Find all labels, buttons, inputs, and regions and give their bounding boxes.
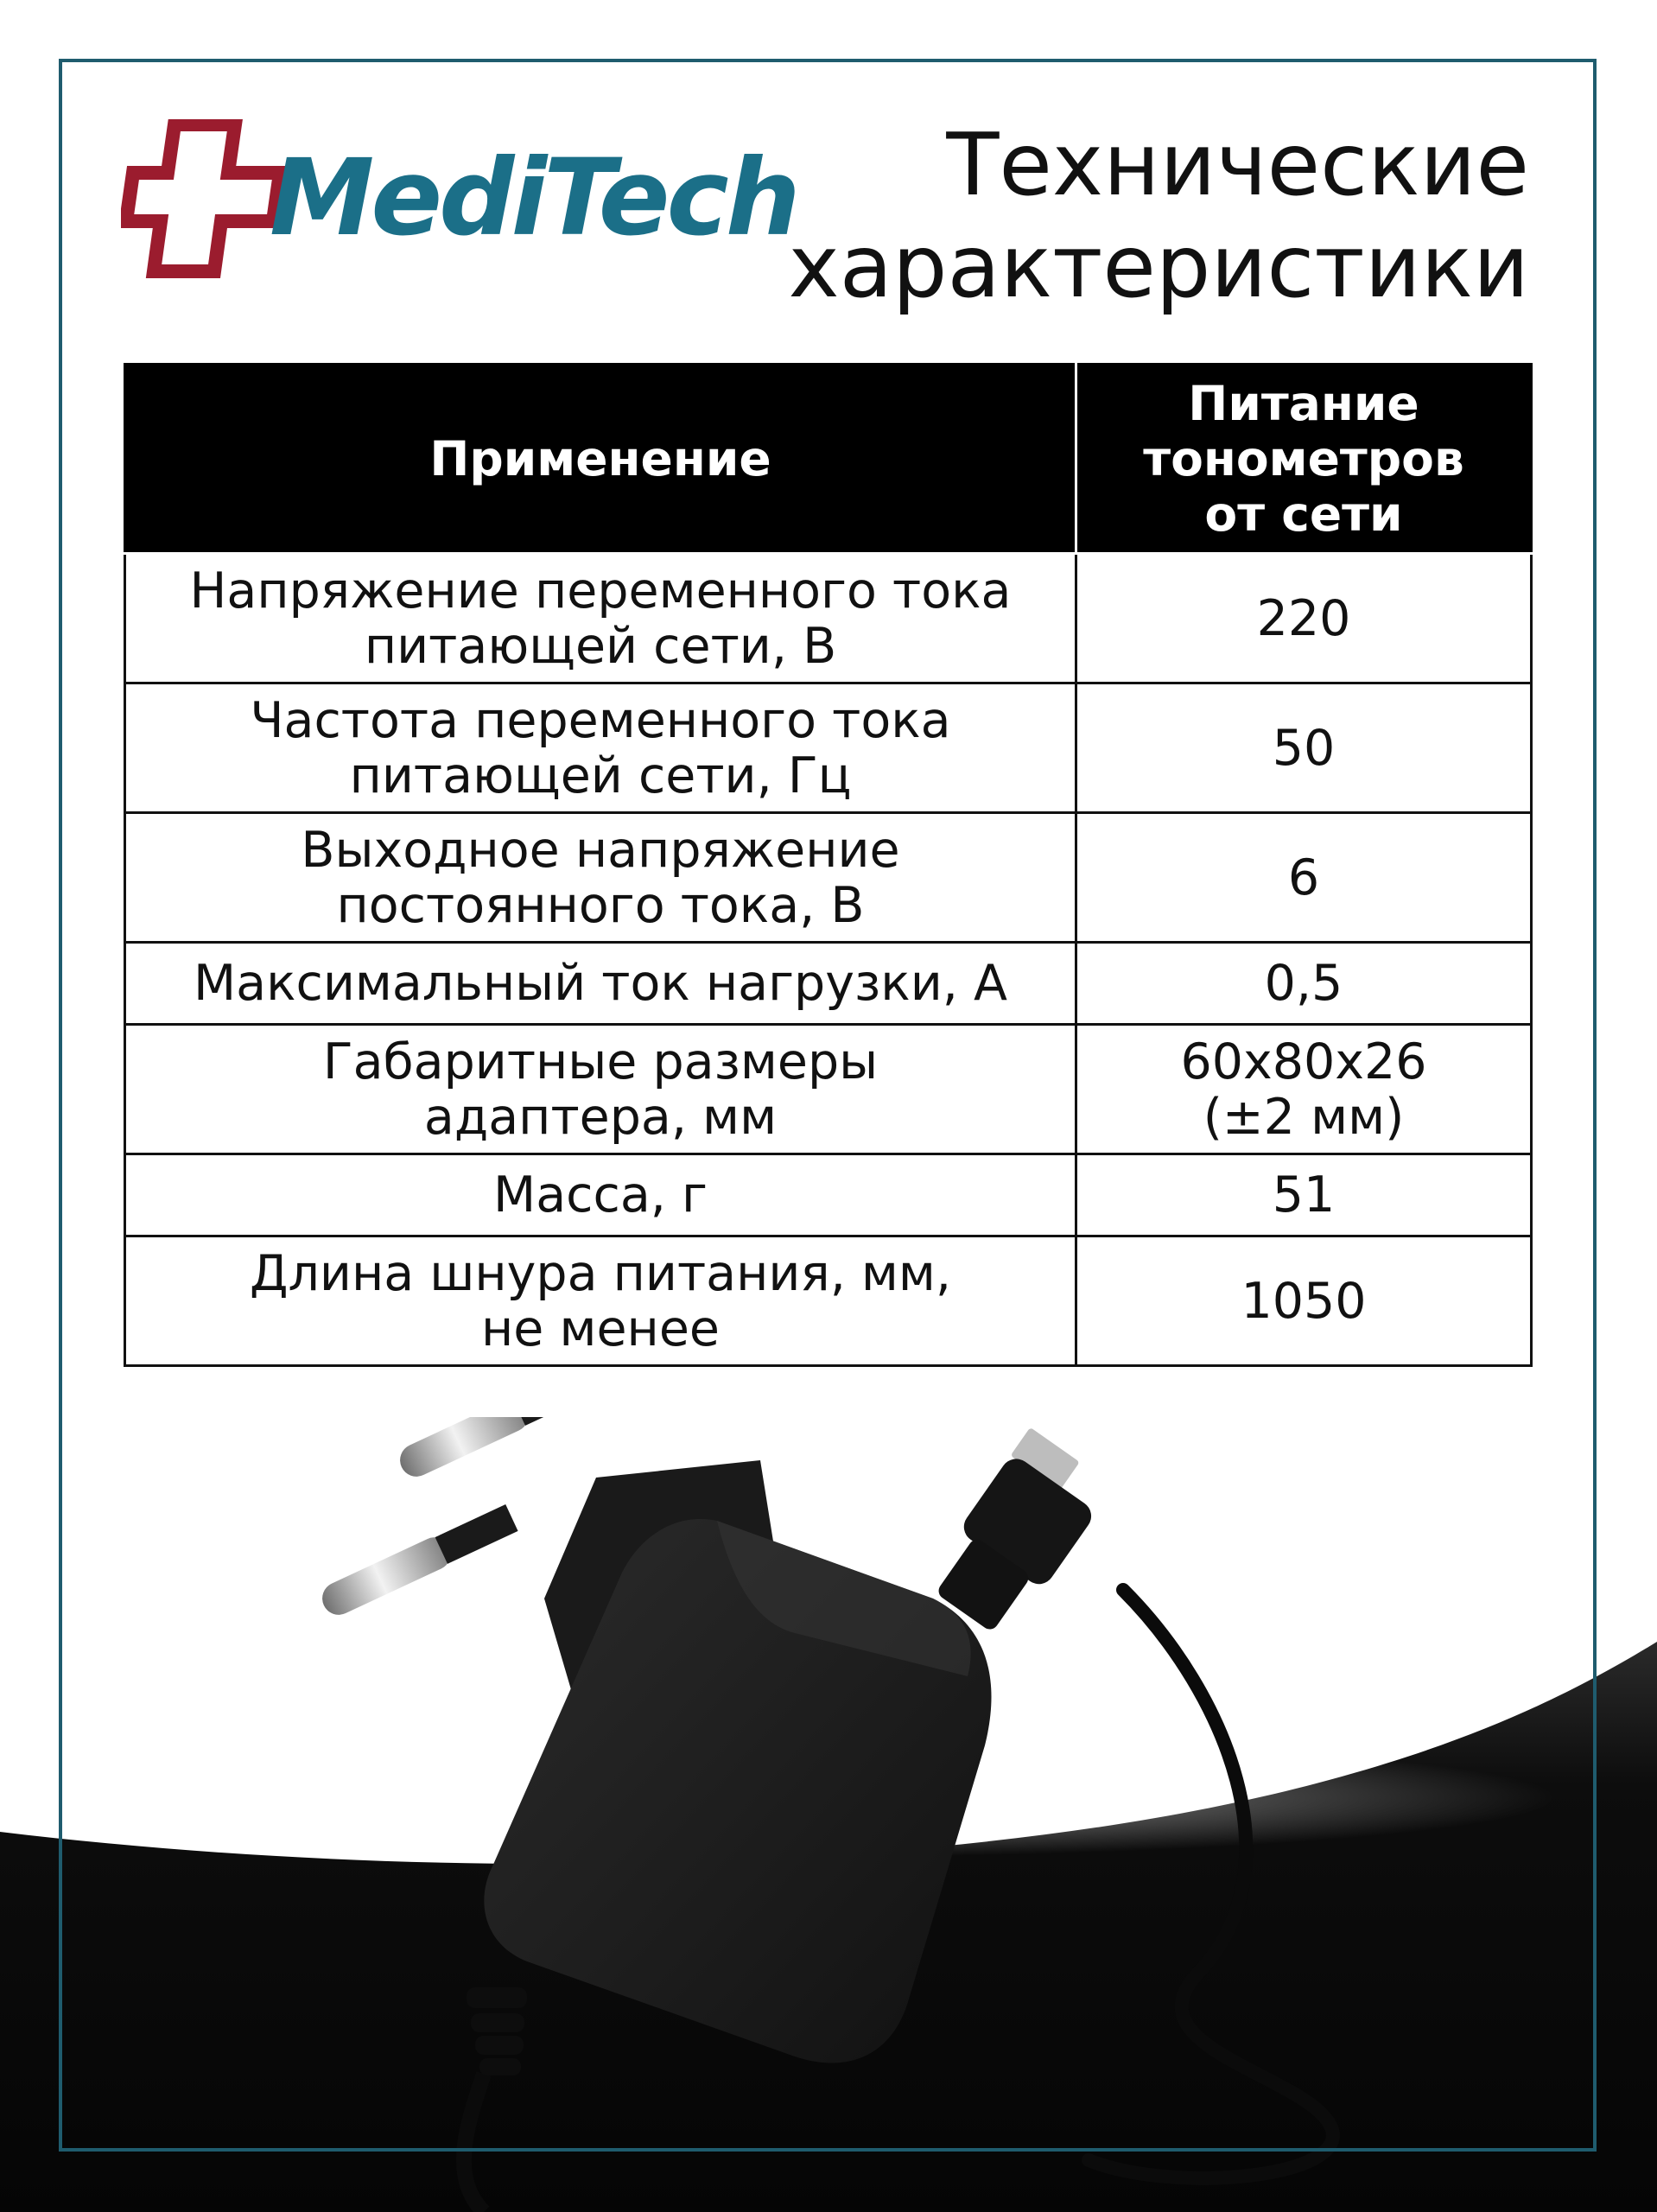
row-label: Выходное напряжение постоянного тока, В [125,813,1076,943]
row-value: 220 [1076,554,1532,683]
row-label: Длина шнура питания, мм, не менее [125,1236,1076,1366]
table-header-row [125,365,1532,554]
header-power-text: Питание тонометров от сети [1143,376,1464,542]
row-label: Частота переменного тока питающей сети, Гц [125,683,1076,813]
row-value: 60х80х26 (±2 мм) [1076,1025,1532,1154]
row-label: Масса, г [125,1154,1076,1236]
meditech-logo [121,119,797,283]
table-row [125,813,1532,943]
row-value: 50 [1076,683,1532,813]
row-label: Напряжение переменного тока питающей сети, В [125,554,1076,683]
row-value: 6 [1076,813,1532,943]
row-label: Габаритные размеры адаптера, мм [125,1025,1076,1154]
table-row [125,1025,1532,1154]
header-power [1076,365,1532,554]
page-title [789,114,1529,318]
row-value: 51 [1076,1154,1532,1236]
specs-table [124,363,1533,1367]
table-row [125,1236,1532,1366]
table-row [125,683,1532,813]
medical-cross-icon [121,119,285,283]
row-label: Максимальный ток нагрузки, А [125,943,1076,1025]
power-adapter-image [311,1417,1451,2212]
logo-wordmark: MediTech [270,137,797,259]
row-value: 0,5 [1076,943,1532,1025]
title-line-2: характеристики [788,216,1529,317]
row-value: 1050 [1076,1236,1532,1366]
table-row [125,1154,1532,1236]
table-row [125,943,1532,1025]
table-row [125,554,1532,683]
header-application: Применение [125,365,1076,554]
title-line-1: Технические [946,114,1529,215]
